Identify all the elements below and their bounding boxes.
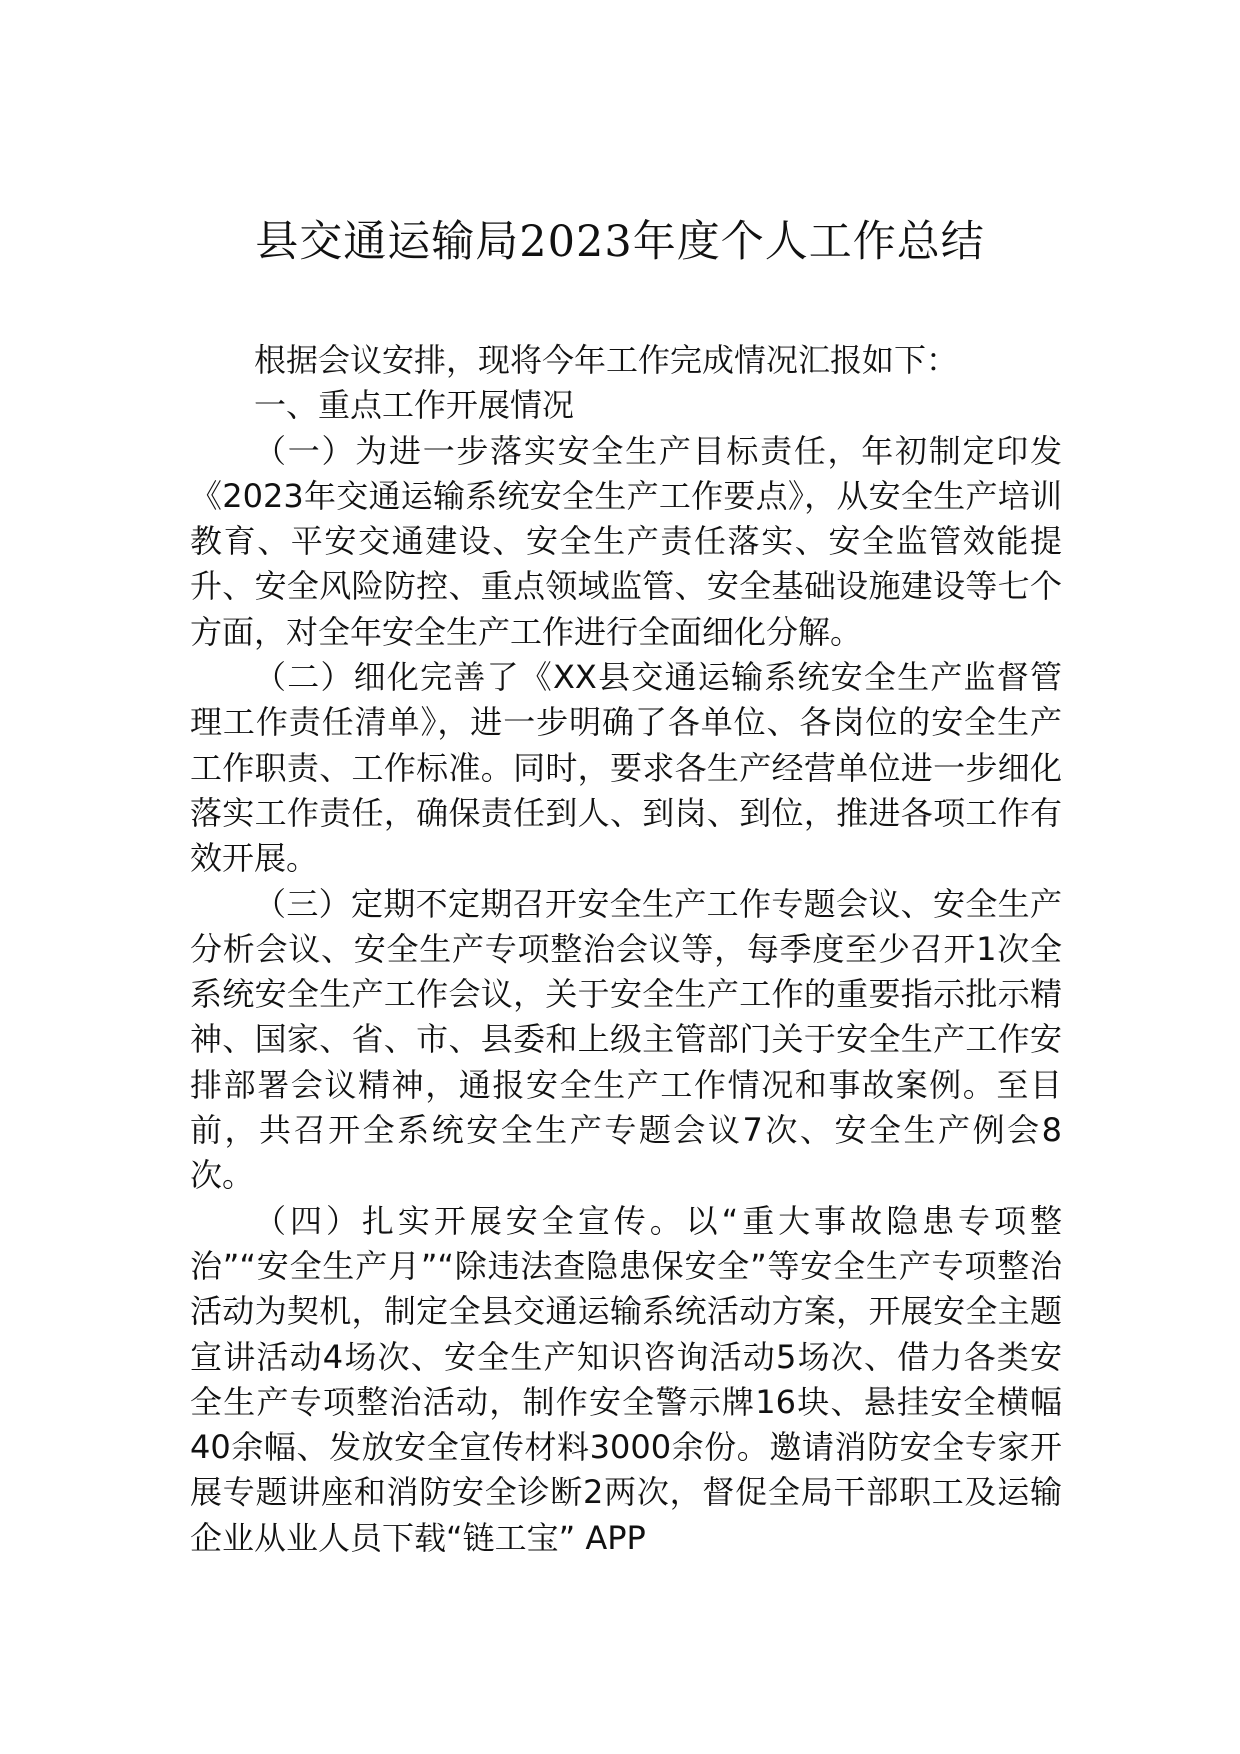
paragraph-item-2: （二）细化完善了《XX县交通运输系统安全生产监督管理工作责任清单》，进一步明确了各单位、各岗位的安全生产工作职责、工作标准。同时，要求各生产经营单位进一步细化落实工作责任，确保责任到人、到岗、到位，推进各项工作有效开展。 — [190, 658, 1062, 878]
section-heading: 一、重点工作开展情况 — [254, 386, 575, 425]
paragraph-intro: 根据会议安排，现将今年工作完成情况汇报如下： — [254, 341, 959, 379]
document-body — [190, 338, 1062, 1561]
paragraph-item-4: （四）扎实开展安全宣传。以“重大事故隐患专项整治”“安全生产月”“除违法查隐患保安全”等安全生产专项整治活动为契机，制定全县交通运输系统活动方案，开展安全主题宣讲活动4场次、安全生产知识咨询活动5场次、借力各类安全生产专项整治活动，制作安全警示牌16块、悬挂安全横幅40余幅、发放安全宣传材料3000余份。邀请消防安全专家开展专题讲座和消防安全诊断2两次，督促全局干部职工及运输企业从业人员下载“链工宝” APP — [190, 1201, 1062, 1557]
paragraph-item-1: （一）为进一步落实安全生产目标责任，年初制定印发《2023年交通运输系统安全生产工作要点》，从安全生产培训教育、平安交通建设、安全生产责任落实、安全监管效能提升、安全风险防控、重点领域监管、安全基础设施建设等七个方面，对全年安全生产工作进行全面细化分解。 — [190, 431, 1062, 651]
document-title: 县交通运输局2023年度个人工作总结 — [255, 217, 985, 267]
paragraph-item-3: （三）定期不定期召开安全生产工作专题会议、安全生产分析会议、安全生产专项整治会议等，每季度至少召开1次全系统安全生产工作会议，关于安全生产工作的重要指示批示精神、国家、省、市、县委和上级主管部门关于安全生产工作安排部署会议精神，通报安全生产工作情况和事故案例。至目前，共召开全系统安全生产专题会议7次、安全生产例会8次。 — [190, 884, 1062, 1195]
